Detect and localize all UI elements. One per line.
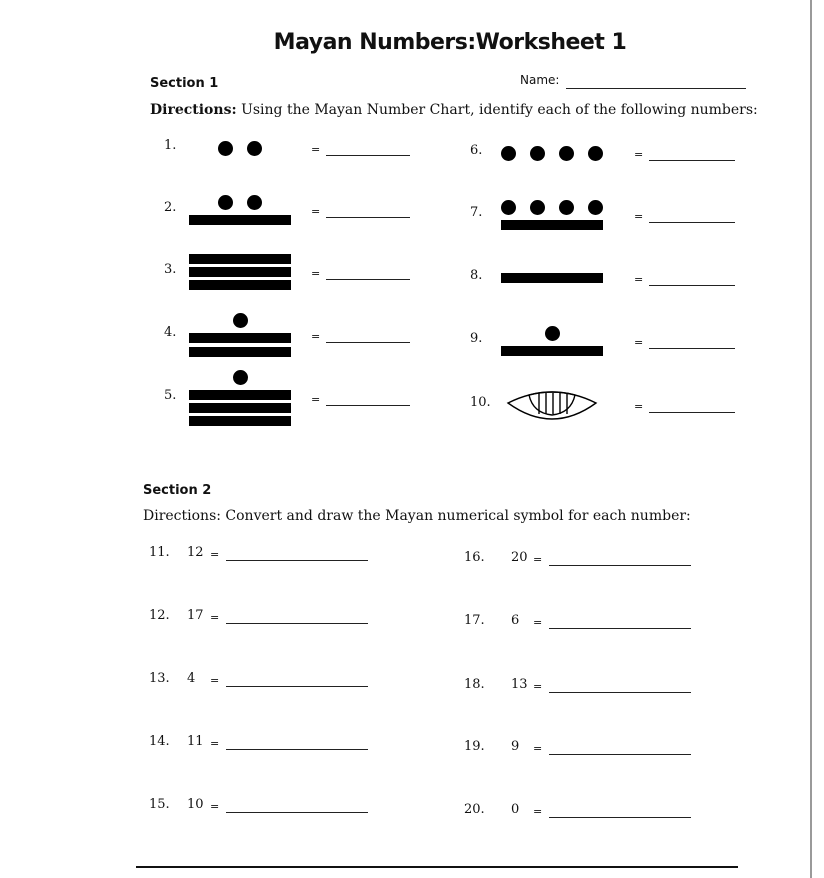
answer-line[interactable]	[326, 217, 410, 218]
bottom-rule	[136, 866, 738, 868]
answer-line[interactable]	[226, 623, 368, 624]
question-number: 3.	[164, 262, 177, 277]
dot-icon	[545, 326, 560, 341]
number-value: 9	[511, 739, 520, 754]
name-label: Name:	[520, 73, 560, 87]
equals-sign: =	[533, 553, 543, 566]
dot-icon	[233, 313, 248, 328]
equals-sign: =	[210, 800, 220, 813]
number-value: 10	[187, 797, 204, 812]
number-value: 11	[187, 734, 204, 749]
answer-line[interactable]	[326, 405, 410, 406]
equals-sign: =	[533, 616, 543, 629]
dot-icon	[530, 200, 545, 215]
dot-icon	[588, 200, 603, 215]
dot-icon	[218, 195, 233, 210]
equals-sign: =	[210, 548, 220, 561]
question-number: 2.	[164, 200, 177, 215]
directions-text: Using the Mayan Number Chart, identify each of the following numbers:	[236, 102, 758, 118]
equals-sign: =	[311, 393, 321, 406]
bar-icon	[189, 254, 291, 264]
equals-sign: =	[634, 336, 644, 349]
bar-icon	[189, 416, 291, 426]
dot-icon	[247, 141, 262, 156]
dot-icon	[247, 195, 262, 210]
bar-icon	[501, 346, 603, 356]
question-number: 1.	[164, 138, 177, 153]
answer-line[interactable]	[549, 754, 691, 755]
equals-sign: =	[533, 805, 543, 818]
answer-line[interactable]	[649, 222, 735, 223]
question-number: 18.	[464, 677, 485, 692]
bar-icon	[501, 220, 603, 230]
section-2-directions: Directions: Convert and draw the Mayan numerical symbol for each number:	[143, 508, 691, 524]
bar-icon	[189, 333, 291, 343]
dot-icon	[233, 370, 248, 385]
answer-line[interactable]	[326, 155, 410, 156]
answer-line[interactable]	[649, 412, 735, 413]
dot-icon	[588, 146, 603, 161]
answer-line[interactable]	[549, 565, 691, 566]
equals-sign: =	[634, 210, 644, 223]
question-number: 7.	[470, 205, 483, 220]
bar-icon	[189, 215, 291, 225]
shell-zero-icon	[505, 387, 599, 423]
equals-sign: =	[634, 273, 644, 286]
question-number: 8.	[470, 268, 483, 283]
answer-line[interactable]	[649, 160, 735, 161]
answer-line[interactable]	[326, 279, 410, 280]
question-number: 11.	[149, 545, 170, 560]
question-number: 17.	[464, 613, 485, 628]
question-number: 15.	[149, 797, 170, 812]
question-number: 12.	[149, 608, 170, 623]
directions-label: Directions:	[150, 102, 237, 118]
equals-sign: =	[311, 330, 321, 343]
page-title: Mayan Numbers:Worksheet 1	[273, 30, 627, 55]
question-number: 9.	[470, 331, 483, 346]
equals-sign: =	[533, 742, 543, 755]
answer-line[interactable]	[226, 812, 368, 813]
equals-sign: =	[311, 205, 321, 218]
equals-sign: =	[634, 148, 644, 161]
equals-sign: =	[634, 400, 644, 413]
name-field[interactable]	[566, 88, 746, 89]
section-2-heading: Section 2	[143, 483, 212, 498]
question-number: 19.	[464, 739, 485, 754]
dot-icon	[218, 141, 233, 156]
equals-sign: =	[210, 674, 220, 687]
answer-line[interactable]	[549, 692, 691, 693]
dot-icon	[559, 146, 574, 161]
bar-icon	[189, 390, 291, 400]
answer-line[interactable]	[226, 686, 368, 687]
equals-sign: =	[311, 267, 321, 280]
number-value: 13	[511, 677, 528, 692]
dot-icon	[501, 146, 516, 161]
equals-sign: =	[210, 737, 220, 750]
answer-line[interactable]	[649, 348, 735, 349]
answer-line[interactable]	[649, 285, 735, 286]
bar-icon	[189, 280, 291, 290]
answer-line[interactable]	[226, 560, 368, 561]
equals-sign: =	[533, 680, 543, 693]
dot-icon	[559, 200, 574, 215]
answer-line[interactable]	[549, 817, 691, 818]
number-value: 0	[511, 802, 520, 817]
section-1-directions	[150, 102, 758, 118]
bar-icon	[189, 347, 291, 357]
equals-sign: =	[311, 143, 321, 156]
number-value: 17	[187, 608, 204, 623]
question-number: 4.	[164, 325, 177, 340]
number-value: 20	[511, 550, 528, 565]
dot-icon	[501, 200, 516, 215]
answer-line[interactable]	[326, 342, 410, 343]
bar-icon	[189, 403, 291, 413]
answer-line[interactable]	[549, 628, 691, 629]
question-number: 5.	[164, 388, 177, 403]
number-value: 6	[511, 613, 520, 628]
question-number: 14.	[149, 734, 170, 749]
question-number: 13.	[149, 671, 170, 686]
equals-sign: =	[210, 611, 220, 624]
bar-icon	[189, 267, 291, 277]
dot-icon	[530, 146, 545, 161]
section-1-heading: Section 1	[150, 76, 219, 91]
answer-line[interactable]	[226, 749, 368, 750]
bar-icon	[501, 273, 603, 283]
question-number: 10.	[470, 395, 491, 410]
question-number: 16.	[464, 550, 485, 565]
number-value: 12	[187, 545, 204, 560]
number-value: 4	[187, 671, 196, 686]
question-number: 20.	[464, 802, 485, 817]
question-number: 6.	[470, 143, 483, 158]
